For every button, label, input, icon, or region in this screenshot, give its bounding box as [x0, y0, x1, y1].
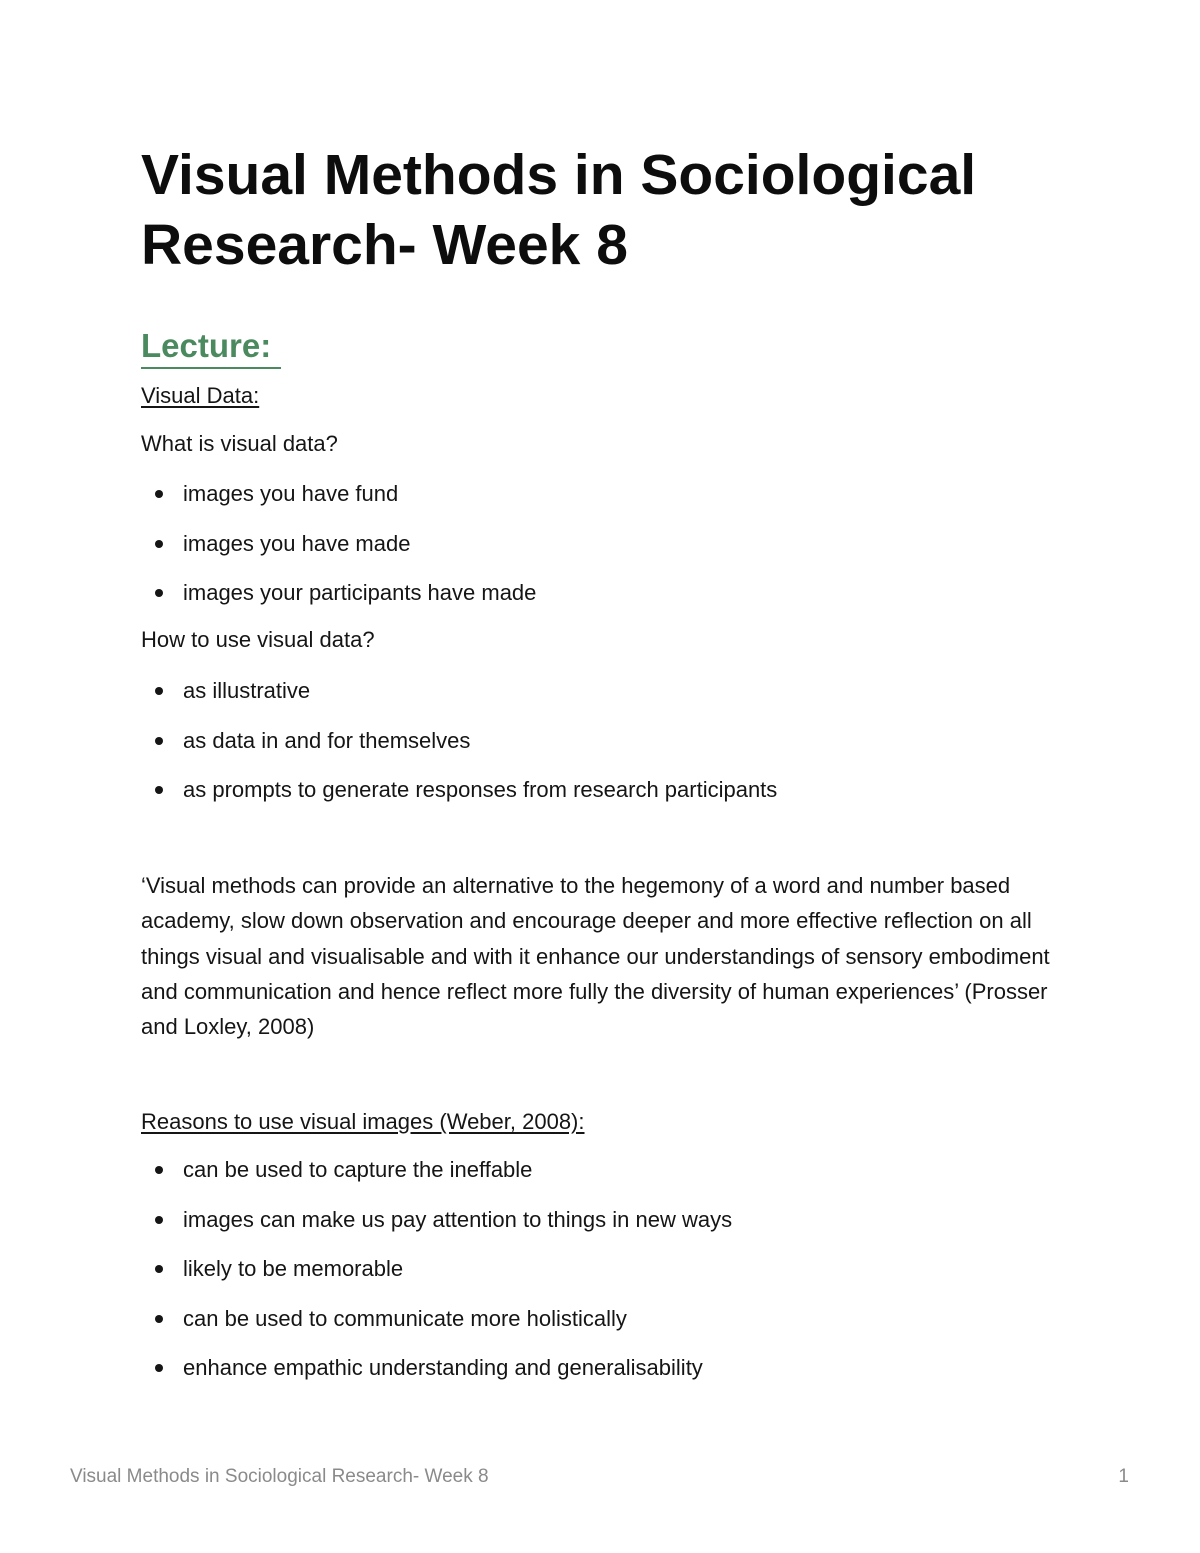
- bullet-icon: [155, 1166, 163, 1174]
- list-item-text: can be used to communicate more holistically: [183, 1305, 627, 1331]
- section-heading-lecture: Lecture:: [141, 325, 281, 369]
- list-item-text: enhance empathic understanding and generalisability: [183, 1355, 703, 1380]
- bullet-icon: [155, 687, 163, 695]
- list-item: [141, 1350, 1071, 1400]
- question-what-is-visual-data: What is visual data?: [141, 431, 338, 456]
- question-how-to-use-visual-data: How to use visual data?: [141, 627, 375, 652]
- reasons-label: Reasons to use visual images (Weber, 2008):: [141, 1109, 585, 1134]
- list-item: [141, 1202, 1071, 1252]
- list-item-text: images you have fund: [183, 481, 399, 506]
- list-item-text: images you have made: [183, 530, 411, 556]
- visual-data-label: Visual Data:: [141, 383, 260, 408]
- list-item: [141, 723, 1071, 773]
- reasons-label-block: [141, 1104, 1071, 1139]
- list-item-text: images can make us pay attention to things in new ways: [183, 1206, 733, 1232]
- bullet-icon: [155, 786, 163, 794]
- bullet-icon: [155, 589, 163, 597]
- list-item: [141, 673, 1071, 723]
- bullet-icon: [155, 737, 163, 745]
- visual-data-label-block: [141, 378, 1071, 413]
- list-how-to-use-visual-data: [141, 673, 1071, 822]
- list-item: [141, 575, 1071, 625]
- quote-paragraph: ‘Visual methods can provide an alternative to the hegemony of a word and number based academy, slow down observation and encourage deeper and more effective reflection on all things visual and visualisable and with it enhance our understandings of sensory embodiment and communication and hence reflect more fully the diversity of human experiences’ (Prosser and Loxley, 2008): [141, 873, 1050, 1040]
- bullet-icon: [155, 1265, 163, 1273]
- list-item: [141, 1152, 1071, 1202]
- list-item: [141, 772, 1071, 822]
- list-item-text: as prompts to generate responses from research participants: [183, 777, 778, 802]
- list-item: [141, 526, 1071, 576]
- list-item: [141, 1251, 1071, 1301]
- list-item-text: images your participants have made: [183, 580, 537, 605]
- list-item: [141, 1301, 1071, 1351]
- list-what-is-visual-data: [141, 476, 1071, 625]
- footer-page-number: 1: [1118, 1466, 1129, 1487]
- list-item-text: as illustrative: [183, 678, 311, 703]
- bullet-icon: [155, 1315, 163, 1323]
- footer-running-title: Visual Methods in Sociological Research- Week 8: [70, 1466, 489, 1487]
- page-title: Visual Methods in Sociological Research- Week 8: [141, 143, 977, 277]
- list-item-text: likely to be memorable: [183, 1256, 404, 1281]
- bullet-icon: [155, 540, 163, 548]
- list-item-text: as data in and for themselves: [183, 727, 471, 753]
- bullet-icon: [155, 1364, 163, 1372]
- bullet-icon: [155, 1216, 163, 1224]
- list-item-text: can be used to capture the ineffable: [183, 1157, 533, 1182]
- bullet-icon: [155, 490, 163, 498]
- list-item: [141, 476, 1071, 526]
- list-reasons-to-use-visual-images: [141, 1152, 1071, 1400]
